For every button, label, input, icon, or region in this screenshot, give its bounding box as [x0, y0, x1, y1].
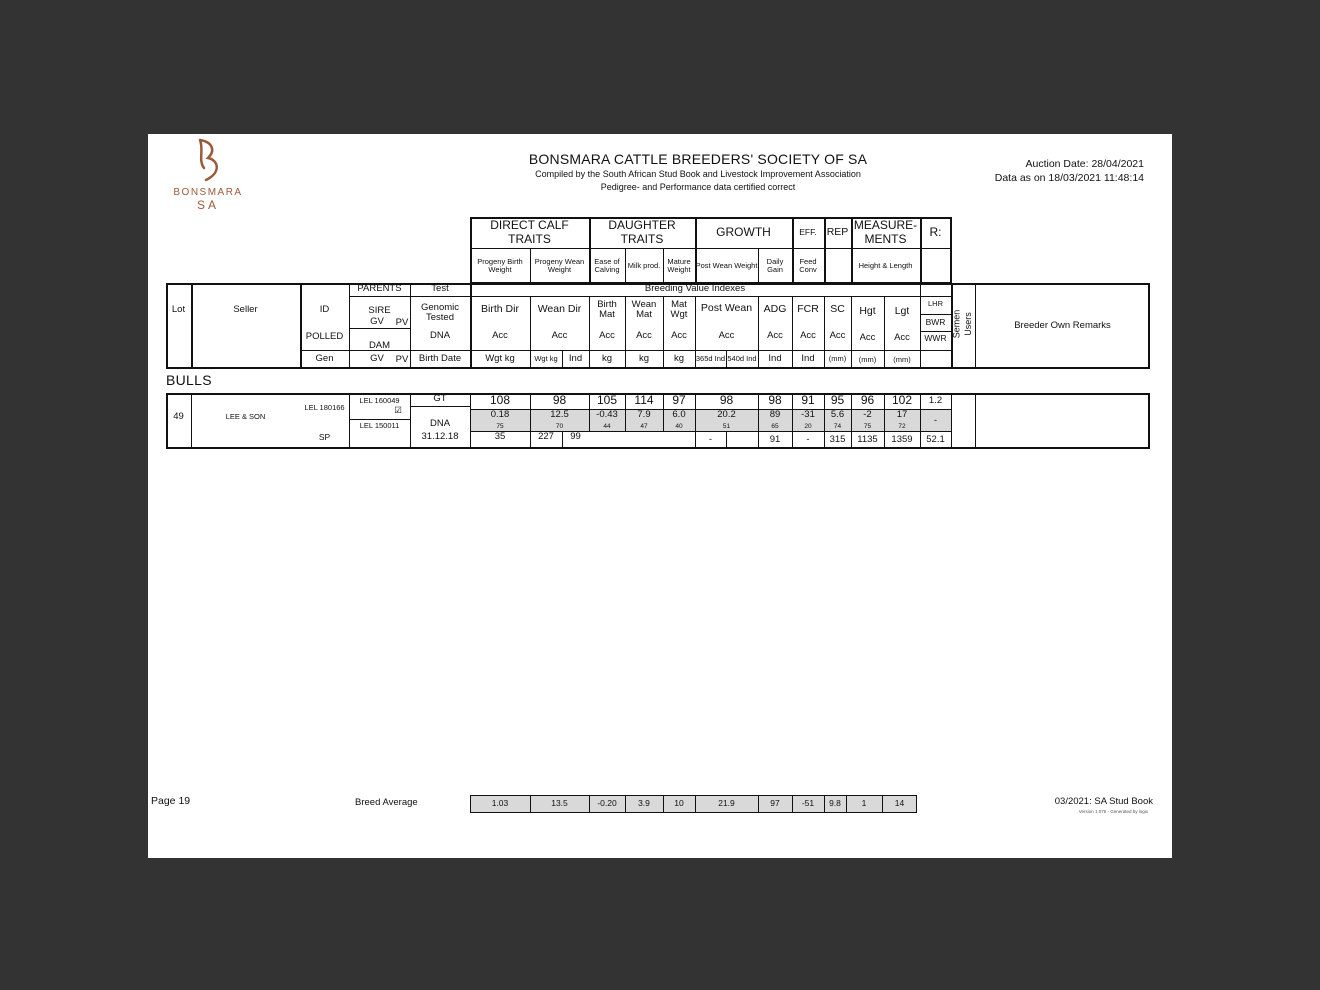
index-hgt: 96	[860, 393, 875, 408]
avg-wean-mat: 3.9	[638, 798, 650, 809]
sub-post-wean-weight: Post Wean Weight	[695, 260, 758, 270]
ebv-birth-dir: 0.18	[490, 409, 510, 421]
col-remarks: Breeder Own Remarks	[1014, 319, 1111, 331]
ebv-lgt: 17	[896, 409, 908, 421]
hgt-mm: 1135	[857, 433, 878, 445]
breed-average-label: Breed Average	[355, 797, 418, 808]
col-lhr: LHR	[927, 299, 943, 309]
col-genomic: Genomic Tested	[420, 301, 459, 323]
col-mat-wgt: Mat Wgt	[670, 298, 688, 320]
col-mm: (mm)	[893, 355, 911, 365]
acc-hgt: 75	[863, 422, 872, 430]
col-acc: Acc	[636, 329, 652, 341]
acc-wean-mat: 47	[640, 422, 648, 430]
col-wwr: WWR	[924, 332, 947, 343]
birth-wgt: 35	[494, 430, 506, 442]
col-fcr: FCR	[797, 303, 819, 316]
avg-birth-dir: 1.03	[491, 798, 509, 809]
ebv-hgt: -2	[863, 409, 872, 421]
col-acc: Acc	[492, 329, 508, 341]
col-birth-mat: Birth Mat	[597, 298, 617, 320]
data-timestamp: Data as on 18/03/2021 11:48:14	[994, 172, 1144, 184]
version-label: Version 1.075 - Generated by logix	[1078, 809, 1148, 814]
acc-post-wean: 51	[722, 422, 731, 430]
col-kg: kg	[638, 353, 650, 365]
acc-adg: 65	[771, 422, 779, 430]
col-acc: Acc	[551, 329, 568, 341]
index-wean-mat: 114	[634, 393, 654, 408]
test-dna: DNA	[429, 418, 451, 430]
ebv-fcr: -31	[801, 409, 815, 421]
col-sire-gv: GV	[370, 315, 384, 327]
index-adg: 98	[768, 393, 782, 408]
col-acc: Acc	[829, 329, 846, 341]
col-seller: Seller	[233, 303, 258, 315]
col-birth-dir: Birth Dir	[481, 303, 519, 316]
sub-milk-prod: Milk prod.	[627, 260, 661, 270]
acc-wean-dir: 70	[555, 422, 564, 430]
acc-lgt: 72	[898, 422, 906, 430]
wean-ind: 99	[570, 430, 581, 442]
col-lot: Lot	[171, 303, 186, 315]
col-hgt: Hgt	[859, 305, 876, 318]
group-measurements: MEASURE-MENTS	[853, 218, 918, 246]
r-mid: -	[933, 414, 938, 426]
seller-name: LEE & SON	[225, 411, 266, 421]
sub-ease-calving: Ease of Calving	[594, 256, 620, 274]
adg-ind: 91	[769, 433, 781, 445]
sub-height-length: Height & Length	[858, 260, 913, 270]
bonsmara-logo-icon	[192, 138, 228, 182]
col-acc: Acc	[767, 329, 783, 341]
dam-id: LEL 150011	[359, 420, 400, 430]
avg-wean-dir: 13.5	[551, 798, 568, 809]
col-gen: Gen	[315, 353, 334, 365]
section-label-bulls: BULLS	[166, 372, 212, 388]
col-wean-dir: Wean Dir	[537, 303, 582, 316]
index-mat-wgt: 97	[672, 393, 686, 408]
group-r: R:	[929, 224, 942, 239]
acc-birth-dir: 75	[496, 422, 504, 430]
col-acc: Acc	[800, 329, 816, 341]
birth-date: 31.12.18	[421, 430, 459, 442]
col-ind: Ind	[768, 353, 782, 365]
sc-mm: 315	[829, 433, 846, 445]
col-parents: PARENTS	[357, 283, 402, 295]
animal-gen: SP	[318, 432, 331, 443]
col-dam-pv: PV	[395, 354, 409, 366]
sub-progeny-birth: Progeny Birth Weight	[477, 256, 523, 274]
ind-365d: -	[708, 433, 713, 445]
avg-fcr: -51	[801, 798, 815, 809]
sub-mature-weight: Mature Weight	[667, 256, 691, 274]
col-acc: Acc	[718, 329, 735, 341]
col-test: Test	[431, 283, 449, 295]
index-fcr: 91	[801, 393, 815, 408]
avg-sc: 9.8	[829, 798, 841, 809]
col-sire: SIRE	[368, 304, 391, 316]
studbook-label: 03/2021: SA Stud Book	[1054, 796, 1153, 807]
page-number: Page 19	[151, 795, 191, 807]
index-sc: 95	[830, 393, 845, 408]
auction-date: Auction Date: 28/04/2021	[1025, 158, 1144, 170]
animal-id: LEL 180166	[304, 402, 345, 412]
col-acc: Acc	[599, 329, 615, 341]
acc-sc: 74	[833, 422, 842, 430]
acc-birth-mat: 44	[603, 422, 611, 430]
page-title: BONSMARA CATTLE BREEDERS' SOCIETY OF SA	[528, 151, 868, 167]
lgt-mm: 1359	[891, 433, 913, 445]
group-daughter: DAUGHTER TRAITS	[608, 218, 676, 246]
col-kg: kg	[673, 353, 685, 365]
col-post-wean: Post Wean	[700, 302, 753, 315]
r-bottom: 52.1	[926, 433, 945, 445]
sub-feed-conv: Feed Conv	[799, 256, 817, 274]
avg-birth-mat: -0.20	[597, 798, 617, 809]
ebv-mat-wgt: 6.0	[672, 409, 686, 421]
subtitle-certified: Pedigree- and Performance data certified correct	[600, 182, 796, 192]
group-rep: REP	[826, 225, 849, 238]
index-birth-dir: 108	[489, 393, 511, 408]
index-post-wean: 98	[719, 393, 734, 408]
document-page	[148, 134, 1172, 858]
avg-post-wean: 21.9	[718, 798, 735, 809]
group-growth: GROWTH	[716, 224, 771, 239]
group-eff: EFF.	[799, 226, 817, 237]
col-birth-date: Birth Date	[418, 353, 462, 365]
r-top: 1.2	[928, 394, 943, 406]
col-bvi: Breeding Value Indexes	[644, 283, 746, 295]
index-lgt: 102	[891, 393, 913, 408]
col-kg: kg	[601, 353, 613, 365]
col-bwr: BWR	[925, 316, 946, 327]
col-dam: DAM	[368, 339, 391, 351]
col-wgt-kg-small: Wgt kg	[534, 354, 558, 364]
col-acc: Acc	[859, 331, 876, 343]
col-dna: DNA	[429, 329, 451, 341]
fcr-ind: -	[806, 433, 810, 445]
col-540d-ind: 540d Ind	[727, 354, 757, 364]
col-dam-gv: GV	[370, 353, 384, 365]
col-ind: Ind	[568, 353, 583, 365]
col-semen: Semen	[951, 309, 962, 339]
subtitle-compiled: Compiled by the South African Stud Book and Livestock Improvement Association	[535, 169, 861, 179]
ebv-birth-mat: -0.43	[596, 409, 618, 421]
sub-progeny-wean: Progeny Wean Weight	[534, 256, 585, 274]
col-mm: (mm)	[858, 355, 877, 365]
avg-mat-wgt: 10	[674, 798, 684, 809]
group-direct-calf: DIRECT CALF TRAITS	[490, 218, 569, 246]
logo-text: BONSMARA SA	[173, 187, 243, 212]
index-wean-dir: 98	[552, 393, 567, 408]
acc-fcr: 20	[804, 422, 812, 430]
col-wgt-kg: Wgt kg	[485, 353, 515, 365]
col-acc: Acc	[671, 329, 687, 341]
ebv-wean-mat: 7.9	[637, 409, 651, 421]
col-wean-mat: Wean Mat	[631, 298, 657, 320]
sub-daily-gain: Daily Gain	[766, 256, 784, 274]
col-ind: Ind	[801, 353, 815, 365]
ebv-adg: 89	[769, 409, 781, 421]
acc-mat-wgt: 40	[675, 422, 683, 430]
ebv-sc: 5.6	[830, 409, 845, 421]
col-365d-ind: 365d Ind	[695, 354, 726, 364]
ebv-wean-dir: 12.5	[550, 409, 569, 421]
avg-adg: 97	[770, 798, 780, 809]
col-id: ID	[319, 303, 330, 315]
auction-info	[995, 157, 1144, 185]
col-sire-pv: PV	[395, 316, 409, 328]
col-lgt: Lgt	[894, 305, 910, 318]
lot-number: 49	[173, 410, 184, 422]
sire-id: LEL 160049	[359, 395, 400, 405]
wean-wgt: 227	[538, 430, 554, 442]
avg-lgt: 14	[894, 798, 905, 809]
col-mm: (mm)	[828, 354, 847, 364]
col-polled: POLLED	[305, 330, 344, 342]
ebv-post-wean: 20.2	[717, 409, 736, 421]
test-gt: GT	[433, 393, 447, 405]
sire-checkbox-icon: ☑	[394, 405, 402, 416]
index-birth-mat: 105	[596, 393, 618, 408]
col-acc: Acc	[894, 331, 910, 343]
avg-hgt: 1	[861, 798, 867, 809]
col-users: Users	[963, 312, 974, 336]
col-adg: ADG	[763, 303, 787, 316]
col-sc: SC	[830, 303, 845, 316]
